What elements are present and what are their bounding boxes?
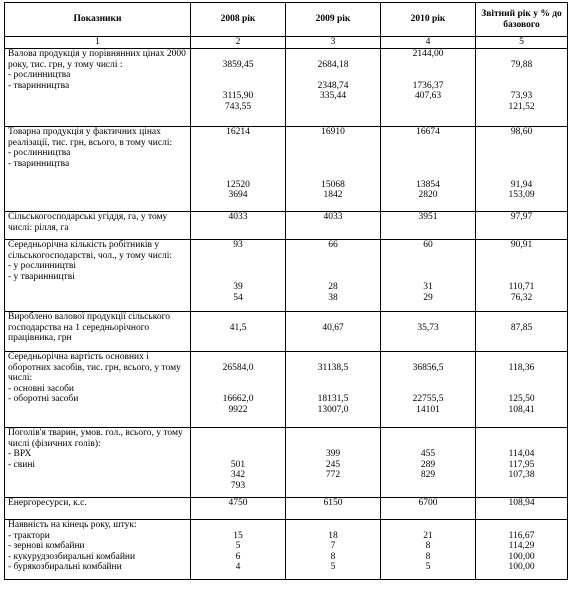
cell-value: [479, 81, 564, 92]
cell-value: [289, 148, 377, 159]
cell-ratio: [476, 352, 568, 428]
cell-value: 41,5: [229, 322, 247, 333]
cell-value: 117,95: [508, 459, 535, 470]
cell-c2010: [381, 312, 476, 352]
cell-value: [194, 352, 282, 363]
cell-ratio: [476, 520, 568, 580]
cell-value: 108,41: [508, 404, 535, 415]
cell-value: [194, 384, 282, 395]
cell-value: 7: [330, 541, 336, 551]
row-label: [5, 127, 191, 212]
row-label: [5, 240, 191, 312]
cell-value: [194, 138, 282, 149]
cell-value: 6700: [418, 498, 438, 508]
cell-value: [479, 272, 564, 283]
header-2010: 2010 рік: [381, 3, 476, 37]
cell-value: 87,85: [510, 322, 533, 333]
row-label: [5, 498, 191, 520]
header-2008: 2008 рік: [191, 3, 286, 37]
cell-value: 16662,0: [222, 394, 254, 404]
cell-value: 335,44: [319, 91, 347, 101]
cell-value: [194, 251, 282, 262]
table-row: [5, 498, 568, 520]
cell-c2010: [381, 428, 476, 498]
cell-value: [384, 520, 472, 531]
cell-value: 3859,45: [222, 59, 254, 70]
cell-value: [289, 373, 377, 384]
table-row: [5, 312, 568, 352]
cell-value: 54: [233, 292, 243, 303]
cell-value: 40,67: [322, 322, 344, 333]
cell-value: 28: [328, 282, 338, 292]
cell-ratio: [476, 49, 568, 127]
column-number-row: [5, 37, 568, 49]
row-label-line: - основні засоби: [8, 383, 75, 394]
cell-value: [384, 159, 472, 170]
table-row: [5, 240, 568, 312]
cell-value: 772: [325, 470, 341, 480]
cell-value: [384, 428, 472, 439]
cell-value: 16910: [321, 127, 345, 137]
cell-value: 31: [423, 282, 433, 292]
cell-value: 455: [420, 449, 436, 459]
row-label-line: Енергоресурси, к.с.: [8, 498, 87, 508]
cell-value: 21: [423, 530, 433, 541]
row-label-line: - рослинництва: [8, 70, 71, 80]
cell-c2009: [286, 127, 381, 212]
cell-value: [289, 138, 377, 149]
header-ratio: Звітний рік у % до базового: [476, 3, 568, 37]
cell-value: 39: [233, 282, 243, 292]
cell-value: [479, 49, 564, 60]
cell-value: 342: [230, 470, 246, 480]
cell-value: 4: [235, 562, 241, 572]
row-label-line: Товарна продукція у фактичних цінах реалізації, тис. грн, всього, в тому числі:: [8, 127, 173, 148]
cell-value: 66: [328, 240, 338, 250]
row-label-line: Середньорічна вартість основних і оборотних засобів, тис. грн, всього, у тому числі:: [8, 352, 181, 383]
cell-c2009: [286, 49, 381, 127]
cell-value: [289, 352, 377, 363]
cell-value: 60: [423, 240, 433, 250]
cell-value: [479, 352, 564, 363]
cell-ratio: [476, 240, 568, 312]
cell-value: 100,00: [508, 562, 535, 572]
cell-value: 4033: [323, 212, 343, 222]
row-label: [5, 49, 191, 127]
cell-value: [479, 138, 564, 149]
cell-c2009: [286, 312, 381, 352]
row-label: [5, 352, 191, 428]
cell-value: 1842: [323, 190, 343, 200]
column-number: 1: [5, 37, 191, 49]
cell-value: [479, 148, 564, 159]
row-label: [5, 520, 191, 580]
cell-ratio: [476, 428, 568, 498]
cell-value: [384, 439, 472, 450]
row-label-line: - тваринництва: [8, 80, 70, 91]
cell-value: 18131,5: [317, 394, 349, 404]
cell-value: 8: [425, 541, 431, 551]
cell-value: [194, 169, 282, 180]
cell-value: 8: [425, 551, 431, 562]
cell-value: 35,73: [417, 322, 439, 333]
row-label-line: - свині: [8, 459, 36, 470]
table-row: [5, 127, 568, 212]
cell-value: [384, 138, 472, 149]
cell-value: [194, 428, 282, 439]
cell-c2010: [381, 520, 476, 580]
cell-value: 79,88: [510, 59, 533, 70]
cell-value: [194, 439, 282, 450]
cell-value: 2144,00: [412, 49, 444, 59]
cell-c2009: [286, 498, 381, 520]
cell-value: 29: [423, 292, 433, 303]
cell-value: 110,71: [508, 282, 535, 292]
cell-value: [194, 81, 282, 92]
cell-value: [194, 70, 282, 81]
cell-c2008: [191, 520, 286, 580]
cell-value: [289, 49, 377, 60]
row-label-line: - оборотні засоби: [8, 394, 79, 404]
cell-value: [479, 520, 564, 531]
cell-value: [384, 70, 472, 81]
row-label-line: - зернові комбайни: [8, 541, 85, 551]
header-indicator: Показники: [5, 3, 191, 37]
cell-c2009: [286, 428, 381, 498]
cell-value: 15: [233, 530, 243, 541]
cell-value: 121,52: [508, 101, 535, 112]
cell-value: [479, 373, 564, 384]
cell-value: 118,36: [508, 362, 535, 373]
row-label-line: Вироблено валової продукції сільського господарства на 1 середньорічного працівника, грн: [8, 312, 171, 343]
row-label-line: Сільськогосподарські угіддя, га, у тому числі: рілля, га: [8, 212, 168, 233]
cell-value: 153,09: [508, 190, 535, 200]
cell-value: [194, 159, 282, 170]
cell-c2009: [286, 212, 381, 240]
table-row: [5, 520, 568, 580]
cell-value: 3115,90: [222, 91, 254, 101]
cell-value: [289, 520, 377, 531]
cell-value: 2684,18: [317, 59, 349, 70]
cell-c2008: [191, 312, 286, 352]
cell-ratio: [476, 498, 568, 520]
cell-value: 73,93: [510, 91, 533, 101]
cell-value: [289, 251, 377, 262]
cell-c2010: [381, 127, 476, 212]
cell-c2010: [381, 49, 476, 127]
cell-value: 399: [325, 449, 341, 459]
cell-value: [384, 272, 472, 283]
cell-value: 6150: [323, 498, 343, 508]
cell-value: 1736,37: [412, 80, 444, 91]
cell-value: 16214: [226, 127, 250, 137]
row-label-line: - рослинництва: [8, 148, 71, 158]
cell-value: 22755,5: [412, 394, 444, 404]
row-label-line: - у тваринництві: [8, 271, 75, 282]
cell-value: 13007,0: [317, 404, 349, 415]
cell-value: 12520: [226, 179, 250, 190]
cell-value: [194, 49, 282, 60]
cell-value: [479, 159, 564, 170]
cell-ratio: [476, 127, 568, 212]
table-header-row: [5, 3, 568, 37]
cell-value: 107,38: [508, 470, 535, 480]
table-row: [5, 49, 568, 127]
row-label-line: - бурякозбиральні комбайни: [8, 562, 122, 572]
cell-value: [479, 70, 564, 81]
cell-c2010: [381, 212, 476, 240]
row-label-line: - кукурудзозбиральні комбайни: [8, 551, 136, 562]
cell-value: [289, 169, 377, 180]
cell-value: [479, 312, 564, 323]
cell-value: 4033: [228, 212, 248, 222]
cell-value: [479, 384, 564, 395]
cell-value: [194, 520, 282, 531]
cell-c2008: [191, 240, 286, 312]
cell-value: 91,94: [510, 179, 533, 190]
column-number: 3: [286, 37, 381, 49]
cell-value: [384, 261, 472, 272]
cell-value: 36856,5: [412, 362, 444, 373]
cell-value: 31138,5: [317, 362, 349, 373]
cell-value: 3694: [228, 190, 248, 200]
cell-value: 114,29: [508, 541, 535, 551]
header-2009: 2009 рік: [286, 3, 381, 37]
row-label: [5, 428, 191, 498]
cell-value: 114,04: [508, 449, 535, 459]
cell-c2010: [381, 498, 476, 520]
cell-c2008: [191, 127, 286, 212]
cell-c2009: [286, 520, 381, 580]
cell-c2008: [191, 212, 286, 240]
cell-value: [194, 261, 282, 272]
cell-value: 93: [233, 240, 243, 250]
indicators-table: [4, 2, 568, 580]
cell-c2009: [286, 240, 381, 312]
cell-value: [479, 251, 564, 262]
cell-value: [289, 439, 377, 450]
cell-value: 9922: [228, 404, 248, 415]
row-label: [5, 212, 191, 240]
cell-value: 829: [420, 470, 436, 480]
table-row: [5, 428, 568, 498]
cell-value: [289, 272, 377, 283]
cell-value: 97,97: [510, 212, 533, 222]
cell-value: [194, 373, 282, 384]
cell-value: [479, 439, 564, 450]
cell-c2008: [191, 352, 286, 428]
cell-value: 8: [330, 551, 336, 562]
cell-value: [289, 312, 377, 323]
cell-c2008: [191, 498, 286, 520]
table-row: [5, 352, 568, 428]
cell-value: 407,63: [414, 91, 442, 101]
cell-value: 245: [325, 459, 341, 470]
column-number: 5: [476, 37, 568, 49]
cell-value: [194, 312, 282, 323]
cell-value: 26584,0: [222, 362, 254, 373]
cell-value: 4750: [228, 498, 248, 508]
cell-value: 5: [330, 562, 336, 572]
row-label-line: - трактори: [8, 530, 50, 541]
cell-value: 13854: [416, 179, 440, 190]
cell-value: 108,94: [508, 498, 535, 508]
cell-value: 18: [328, 530, 338, 541]
cell-value: 14101: [416, 404, 440, 415]
cell-value: 16674: [416, 127, 440, 137]
cell-value: [289, 384, 377, 395]
cell-value: [479, 169, 564, 180]
cell-value: 38: [328, 292, 338, 303]
cell-value: 5: [425, 562, 431, 572]
cell-value: [194, 272, 282, 283]
row-label-line: - у рослинництві: [8, 261, 77, 271]
cell-value: 2348,74: [317, 80, 349, 91]
cell-value: 2820: [418, 190, 438, 200]
cell-value: 793: [230, 480, 246, 491]
cell-value: [194, 449, 282, 460]
cell-value: 289: [420, 459, 436, 470]
cell-value: [384, 352, 472, 363]
cell-value: [384, 312, 472, 323]
cell-value: [384, 60, 472, 71]
cell-c2009: [286, 352, 381, 428]
cell-value: 6: [235, 551, 241, 562]
cell-value: 116,67: [508, 530, 535, 541]
row-label-line: - ВРХ: [8, 449, 32, 459]
cell-value: [384, 148, 472, 159]
cell-value: [479, 261, 564, 272]
cell-ratio: [476, 312, 568, 352]
cell-value: 743,55: [224, 101, 252, 112]
cell-value: 15068: [321, 179, 345, 190]
cell-value: [384, 384, 472, 395]
row-label-line: Середньорічна кількість робітників у сільськогосподарстві, чол., у тому числі:: [8, 240, 173, 261]
row-label-line: - тваринництва: [8, 158, 70, 169]
row-label: [5, 312, 191, 352]
cell-c2008: [191, 428, 286, 498]
cell-value: [194, 148, 282, 159]
cell-value: 3951: [418, 212, 438, 222]
table-row: [5, 212, 568, 240]
row-label-line: Наявність на кінець року, штук:: [8, 520, 137, 530]
cell-ratio: [476, 212, 568, 240]
cell-value: 125,50: [508, 394, 535, 404]
cell-value: [289, 70, 377, 81]
cell-value: [479, 428, 564, 439]
cell-c2008: [191, 49, 286, 127]
cell-value: 98,60: [510, 127, 533, 137]
cell-value: [289, 159, 377, 170]
cell-value: 90,91: [510, 240, 533, 250]
cell-value: [384, 251, 472, 262]
column-number: 2: [191, 37, 286, 49]
cell-value: 76,32: [510, 292, 533, 303]
cell-value: 100,00: [508, 551, 535, 562]
cell-value: 5: [235, 541, 241, 551]
row-label-line: Валова продукція у порівнянних цінах 2000 року, тис. грн, у тому числі :: [8, 49, 186, 70]
cell-value: 501: [230, 459, 246, 470]
cell-value: [289, 261, 377, 272]
cell-value: [384, 373, 472, 384]
cell-c2010: [381, 240, 476, 312]
row-label-line: Поголів'я тварин, умов. гол., всього, у тому числі (фізичних голів):: [8, 428, 183, 449]
cell-value: [384, 169, 472, 180]
cell-c2010: [381, 352, 476, 428]
column-number: 4: [381, 37, 476, 49]
cell-value: [289, 428, 377, 439]
